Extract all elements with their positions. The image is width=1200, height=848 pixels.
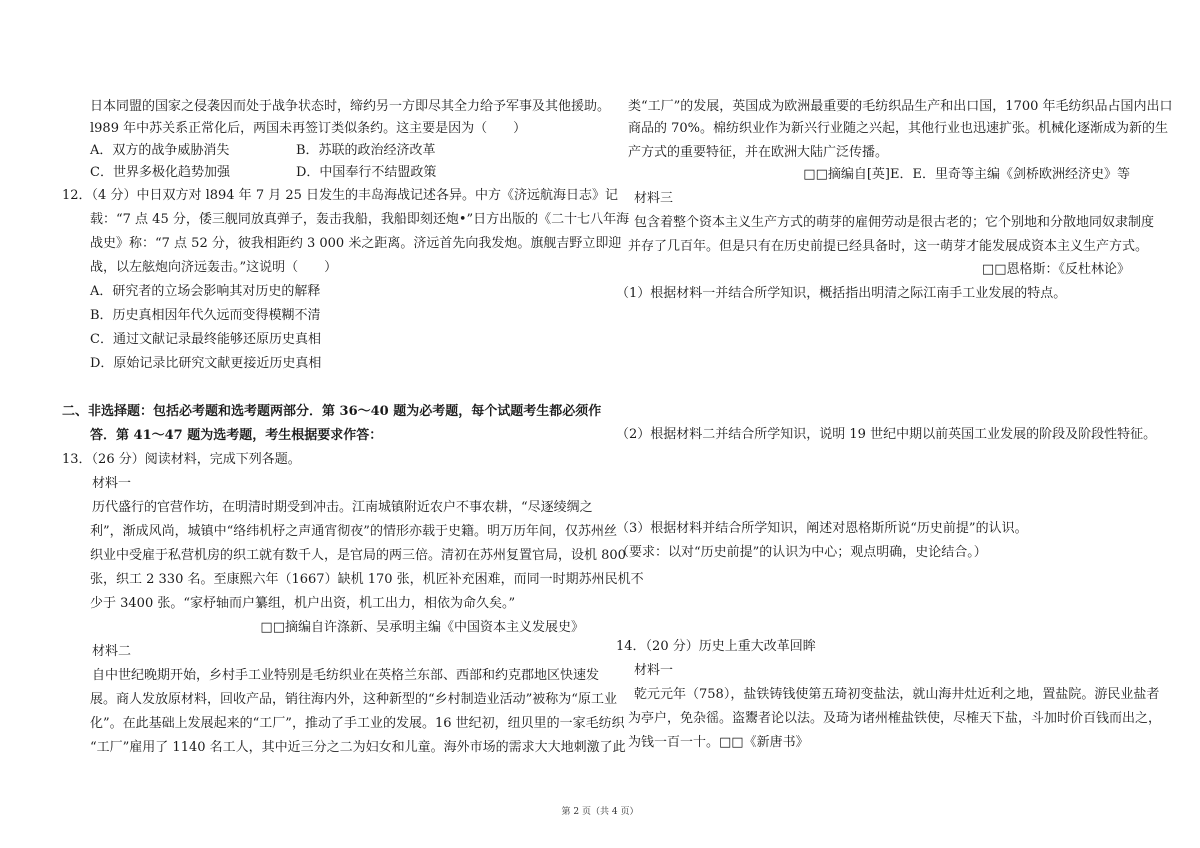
q13-subquestion-2: （2）根据材料二并结合所学知识，说明 19 世纪中期以前英国工业发展的阶段及阶段性特征。 — [616, 427, 1157, 442]
q11-option-c: C．世界多极化趋势加强 — [90, 165, 230, 180]
material-text: 化”。在此基础上发展起来的“工厂”，推动了手工业的发展。16 世纪初，纽贝里的一家毛纺织 — [90, 716, 625, 731]
q13-heading: 13．（26 分）阅读材料，完成下列各题。 — [62, 452, 301, 467]
material-text: 历代盛行的官营作坊，在明清时期受到冲击。江南城镇附近农户不事农耕，“尽逐绫绸之 — [92, 500, 593, 515]
q11-option-b: B．苏联的政治经济改革 — [296, 143, 436, 158]
material-text: 类“工厂”的发展，英国成为欧洲最重要的毛纺织品生产和出口国，1700 年毛纺织品占国内出口 — [628, 99, 1173, 114]
material-text: 并存了几百年。但是只有在历史前提已经具备时，这一萌芽才能发展成资本主义生产方式。 — [628, 239, 1149, 254]
q12-stem-line: 载：“7 点 45 分，倭三舰同放真弹子，轰击我船，我船即刻还炮•”日方出版的《二十七八年海 — [90, 212, 630, 227]
q11-option-a: A．双方的战争威胁消失 — [90, 143, 230, 158]
material-title: 材料三 — [634, 191, 674, 206]
material-source: □□摘编自[英]E．E．里奇等主编《剑桥欧洲经济史》等 — [803, 167, 1130, 182]
material-title: 材料一 — [92, 476, 132, 491]
q13-subquestion-1: （1）根据材料一并结合所学知识，概括指出明清之际江南手工业发展的特点。 — [616, 286, 1067, 301]
q11-option-d: D．中国奉行不结盟政策 — [296, 165, 437, 180]
q12-stem-line: 战，以左舷炮向济远轰击。”这说明（ ） — [90, 260, 338, 275]
q13-subquestion-3: （3）根据材料并结合所学知识，阐述对恩格斯所说“历史前提”的认识。 — [616, 521, 1028, 536]
material-source: □□恩格斯：《反杜林论》 — [981, 262, 1130, 277]
material-text: 为钱一百一十。□□《新唐书》 — [628, 735, 809, 750]
material-text: 少于 3400 张。“家杼轴而户纂组，机户出资，机工出力，相依为命久矣。” — [90, 596, 516, 611]
material-text: 产方式的重要特征，并在欧洲大陆广泛传播。 — [628, 145, 889, 160]
q12-option-a: A．研究者的立场会影响其对历史的解释 — [90, 284, 321, 299]
q12-option-b: B．历史真相因年代久远而变得模糊不清 — [90, 308, 321, 323]
material-text: 自中世纪晚期开始，乡村手工业特别是毛纺织业在英格兰东部、西部和约克郡地区快速发 — [92, 668, 600, 683]
material-text: “工厂”雇用了 1140 名工人，其中近三分之二为妇女和儿童。海外市场的需求大大地刺激了此 — [90, 740, 626, 755]
material-text: 利”，渐成风尚，城镇中“络纬机杼之声通宵彻夜”的情形亦载于史籍。明万历年间，仅苏州丝 — [90, 524, 617, 539]
material-text: 为亭户，免杂徭。盗鬻者论以法。及琦为诸州榷盐铁使，尽榷天下盐，斗加时价百钱而出之， — [628, 711, 1162, 726]
material-text: 包含着整个资本主义生产方式的萌芽的雇佣劳动是很古老的；它个别地和分散地同奴隶制度 — [634, 215, 1155, 230]
q12-option-d: D．原始记录比研究文献更接近历史真相 — [90, 356, 322, 371]
q11-text-line: 日本同盟的国家之侵袭因而处于战争状态时，缔约另一方即尽其全力给予军事及其他援助。 — [90, 99, 611, 114]
q12-stem-line: 战史》称：“7 点 52 分，彼我相距约 3 000 米之距离。济远首先向我发炮。旗舰吉野立即迎 — [90, 236, 622, 251]
section-heading: 二、非选择题：包括必考题和选考题两部分．第 36～40 题为必考题，每个试题考生都必须作 — [62, 404, 602, 419]
page-footer: 第 2 页（共 4 页） — [561, 807, 639, 817]
section-heading: 答．第 41～47 题为选考题，考生根据要求作答： — [90, 428, 383, 443]
q12-option-c: C．通过文献记录最终能够还原历史真相 — [90, 332, 321, 347]
q12-stem-line: 12．（4 分）中日双方对 l894 年 7 月 25 日发生的丰岛海战记述各异。中方《济远航海日志》记 — [62, 188, 619, 203]
material-text: 乾元元年（758），盐铁铸钱使第五琦初变盐法，就山海井灶近利之地，置盐院。游民业盐者 — [634, 687, 1160, 702]
material-text: 织业中受雇于私营机房的织工就有数千人，是官局的两三倍。清初在苏州复置官局，设机 800 — [90, 548, 626, 563]
q11-question-line: l989 年中苏关系正常化后，两国未再签订类似条约。这主要是因为（ ） — [90, 121, 527, 136]
material-title: 材料二 — [92, 644, 132, 659]
material-text: 张，织工 2 330 名。至康熙六年（1667）缺机 170 张，机匠补充困难，而同一时期苏州民机不 — [90, 572, 644, 587]
q14-heading: 14．（20 分）历史上重大改革回眸 — [616, 639, 816, 654]
q13-requirement: （要求：以对“历史前提”的认识为中心；观点明确，史论结合。） — [616, 545, 987, 560]
material-text: 商品的 70%。棉纺织业作为新兴行业随之兴起，其他行业也迅速扩张。机械化逐渐成为新的生 — [628, 121, 1169, 136]
material-title: 材料一 — [634, 663, 674, 678]
material-source: □□摘编自许涤新、吴承明主编《中国资本主义发展史》 — [260, 620, 584, 635]
material-text: 展。商人发放原材料，回收产品，销往海内外，这种新型的“乡村制造业活动”被称为“原工业 — [90, 692, 617, 707]
